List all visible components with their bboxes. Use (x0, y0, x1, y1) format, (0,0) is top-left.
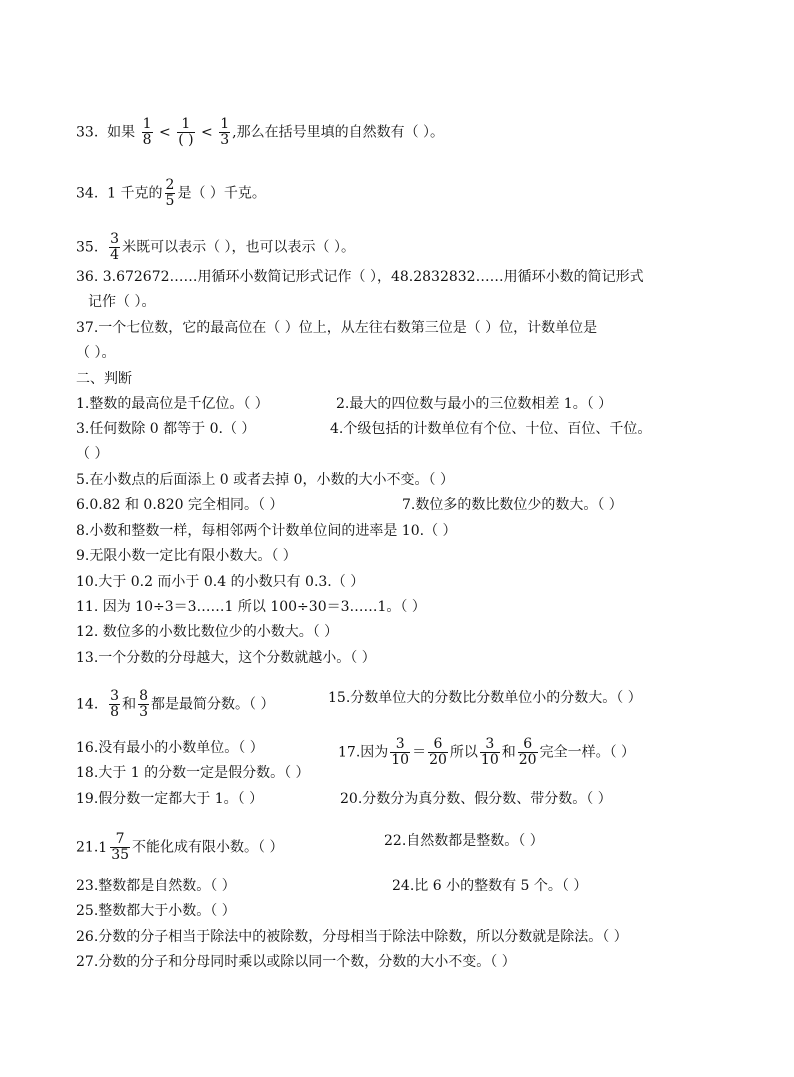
judge-23: 23.整数都是自然数。（ ） (76, 878, 236, 894)
q34-text: 是（ ）千克。 (177, 185, 266, 202)
judge-11: 11. 因为 10÷3＝3……1 所以 100÷30＝3……1。（ ） (76, 599, 426, 615)
less-than: < (159, 124, 171, 141)
q37-line2: （ ）。 (76, 345, 116, 361)
judge-9: 9.无限小数一定比有限小数大。（ ） (76, 548, 297, 564)
numerator: 6 (433, 736, 443, 752)
judge-19: 19.假分数一定都大于 1。（ ） (76, 791, 264, 807)
mixed-number (98, 832, 132, 863)
numerator: 8 (139, 688, 149, 704)
denominator-blank: ( ) (178, 132, 194, 148)
denominator: 3 (220, 132, 230, 148)
denominator: 20 (429, 752, 447, 768)
judge-26: 26.分数的分子相当于除法中的被除数，分母相当于除法中除数，所以分数就是除法。（ ） (76, 929, 628, 945)
judge-12: 12. 数位多的小数比数位少的小数大。（ ） (76, 624, 339, 640)
judge-25: 25.整数都大于小数。（ ） (76, 903, 236, 919)
denominator: 5 (165, 193, 175, 209)
q36-line1: 36. 3.672672……用循环小数简记形式记作（ ），48.2832832……用循环小数的简记形式 (76, 269, 644, 285)
denominator: 8 (142, 132, 152, 148)
fraction (109, 689, 120, 720)
fraction (138, 689, 149, 720)
judge-18: 18.大于 1 的分数一定是假分数。（ ） (76, 765, 310, 781)
numerator: 7 (115, 831, 125, 847)
numerator: 3 (485, 736, 495, 752)
section-heading: 二、判断 (76, 371, 132, 387)
question-34 (76, 178, 266, 209)
judge-6: 6.0.82 和 0.820 完全相同。（ ） (76, 497, 284, 513)
numerator: 1 (181, 116, 191, 132)
fraction (219, 117, 230, 148)
numerator: 3 (395, 736, 405, 752)
j17-text: 17.因为 (338, 744, 389, 761)
denominator: 8 (110, 704, 120, 720)
j17-text: 完全一样。（ ） (539, 744, 636, 761)
fraction (165, 178, 176, 209)
denominator: 3 (139, 704, 149, 720)
q34-number: 34. (76, 185, 99, 202)
q33-text: ,那么在括号里填的自然数有（ ）。 (232, 124, 445, 141)
judge-22: 22.自然数都是整数。（ ） (384, 833, 544, 849)
fraction (390, 737, 410, 768)
q37-line1: 37.一个七位数，它的最高位在（ ）位上，从左往右数第三位是（ ）位，计数单位是 (76, 320, 598, 336)
judge-17 (338, 737, 635, 768)
judge-16: 16.没有最小的小数单位。（ ） (76, 740, 264, 756)
judge-8: 8.小数和整数一样，每相邻两个计数单位间的进率是 10.（ ） (76, 523, 457, 539)
j21-text: 不能化成有限小数。（ ） (132, 839, 284, 856)
j14-number: 14. (76, 696, 99, 713)
denominator: 10 (480, 752, 499, 768)
numerator: 3 (110, 231, 120, 247)
numerator: 3 (110, 688, 120, 704)
fraction (428, 737, 448, 768)
judge-13: 13.一个分数的分母越大，这个分数就越小。（ ） (76, 650, 376, 666)
j14-text: 和 (122, 696, 137, 713)
judge-10: 10.大于 0.2 而小于 0.4 的小数只有 0.3.（ ） (76, 574, 365, 590)
whole-part: 1 (98, 839, 108, 856)
judge-15: 15.分数单位大的分数比分数单位小的分数大。（ ） (328, 690, 642, 706)
judge-2: 2.最大的四位数与最小的三位数相差 1。（ ） (336, 396, 613, 412)
fraction (480, 737, 500, 768)
q35-number: 35. (76, 239, 99, 256)
judge-21 (76, 832, 283, 863)
judge-7: 7.数位多的数比数位少的数大。（ ） (402, 497, 623, 513)
equals-sign: ＝ (412, 744, 427, 761)
judge-4: 4.个级包括的计数单位有个位、十位、百位、千位。 (330, 421, 652, 437)
j14-text: 都是最简分数。（ ） (151, 696, 275, 713)
judge-24: 24.比 6 小的整数有 5 个。（ ） (392, 878, 588, 894)
fraction (110, 832, 130, 863)
judge-4-answer: （ ） (76, 446, 109, 462)
judge-5: 5.在小数点的后面添上 0 或者去掉 0，小数的大小不变。（ ） (76, 472, 454, 488)
less-than: < (201, 124, 213, 141)
numerator: 1 (220, 116, 230, 132)
judge-20: 20.分数分为真分数、假分数、带分数。（ ） (340, 791, 612, 807)
q35-text: 米既可以表示（ ），也可以表示（ ）。 (122, 239, 355, 256)
j17-text: 和 (501, 744, 516, 761)
q33-number: 33. (76, 124, 99, 141)
judge-14 (76, 689, 274, 720)
q36-line2: 记作（ ）。 (88, 294, 156, 310)
numerator: 1 (142, 116, 152, 132)
numerator: 6 (523, 736, 533, 752)
denominator: 4 (110, 247, 120, 263)
denominator: 20 (518, 752, 537, 768)
q33-text: 如果 (107, 124, 136, 141)
question-33 (76, 117, 444, 148)
judge-27: 27.分数的分子和分母同时乘以或除以同一个数，分数的大小不变。（ ） (76, 954, 516, 970)
denominator: 35 (111, 847, 130, 863)
fraction (109, 232, 120, 263)
fraction (518, 737, 538, 768)
fraction (142, 117, 153, 148)
question-35 (76, 232, 355, 263)
denominator: 10 (391, 752, 410, 768)
fraction (177, 117, 194, 148)
judge-1: 1.整数的最高位是千亿位。（ ） (76, 396, 269, 412)
numerator: 2 (165, 177, 175, 193)
judge-3: 3.任何数除 0 都等于 0.（ ） (76, 421, 256, 437)
q34-text: 1 千克的 (107, 185, 163, 202)
j21-number: 21. (76, 839, 99, 856)
j17-text: 所以 (449, 744, 478, 761)
